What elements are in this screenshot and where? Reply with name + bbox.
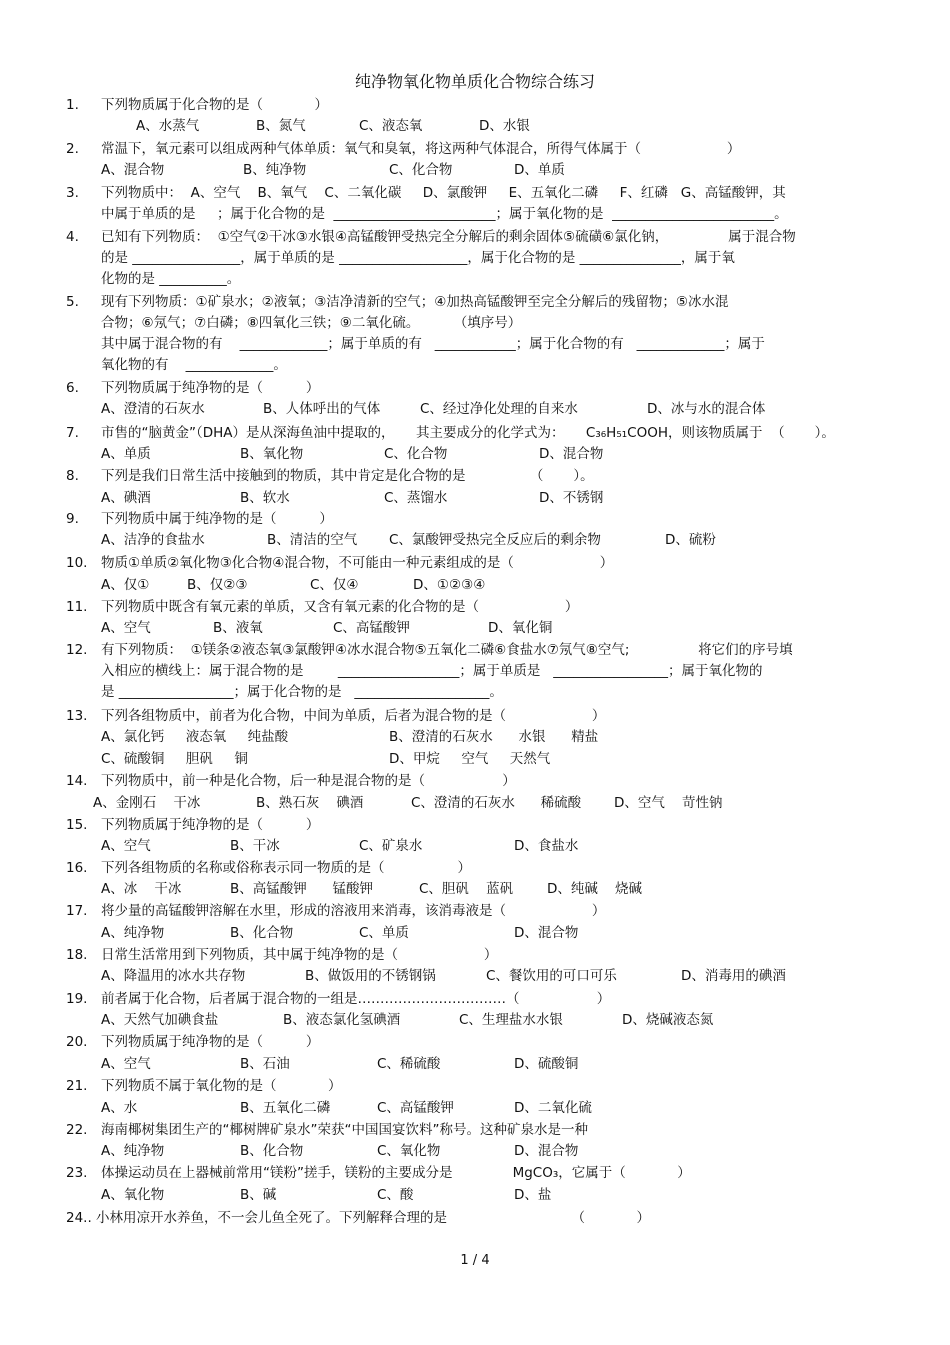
option-d: D、盐 xyxy=(514,1187,552,1203)
option-d: D、氧化铜 xyxy=(488,620,553,636)
question-11-options xyxy=(0,618,950,639)
question-stem: 海南椰树集团生产的“椰树牌矿泉水”荣获“中国国宴饮料”称号。这种矿泉水是一种 xyxy=(101,1122,588,1138)
question-number: 6. xyxy=(66,380,79,396)
option-b: B、碱 xyxy=(240,1187,277,1203)
option-a: A、碘酒 xyxy=(101,490,151,506)
question-stem-line: 入相应的横线上：属于混合物的是 __________________；属于单质是 _________________；属于氧化物的 xyxy=(101,663,763,679)
option-d: D、食盐水 xyxy=(514,838,579,854)
question-number: 10. xyxy=(66,555,88,571)
option-b: B、高锰酸钾 锰酸钾 xyxy=(230,881,374,897)
option-d: D、烧碱液态氮 xyxy=(622,1012,714,1028)
question-number: 20. xyxy=(66,1034,88,1050)
question-11 xyxy=(0,597,950,618)
question-number: 18. xyxy=(66,947,88,963)
question-number: 7. xyxy=(66,425,79,441)
option-d: D、混合物 xyxy=(514,1143,579,1159)
option-d: D、①②③④ xyxy=(413,577,486,593)
question-stem: 体操运动员在上器械前常用“镁粉”搓手，镁粉的主要成分是 MgCO₃，它属于（ ） xyxy=(101,1165,691,1181)
option-b: B、五氧化二磷 xyxy=(240,1100,331,1116)
question-7-options xyxy=(0,444,950,465)
question-9-options xyxy=(0,530,950,551)
option-a: A、澄清的石灰水 xyxy=(101,401,205,417)
question-13-options-2 xyxy=(0,749,950,770)
question-stem: 24.. 小林用凉开水养鱼，不一会儿鱼全死了。下列解释合理的是 （ ） xyxy=(66,1210,650,1226)
option-c: C、矿泉水 xyxy=(359,838,423,854)
option-d: D、水银 xyxy=(479,118,530,134)
question-16-options xyxy=(0,879,950,900)
question-1-options xyxy=(0,116,950,137)
question-10-options xyxy=(0,575,950,596)
question-13-options-1 xyxy=(0,727,950,748)
option-d: D、冰与水的混合体 xyxy=(647,401,766,417)
option-a: A、纯净物 xyxy=(101,925,165,941)
question-5-line-4 xyxy=(0,355,950,376)
question-stem-line: 化物的是 __________。 xyxy=(101,271,241,287)
question-14 xyxy=(0,771,950,792)
option-a: A、水 xyxy=(101,1100,138,1116)
option-c: C、氯酸钾受热完全反应后的剩余物 xyxy=(389,532,601,548)
option-c: C、高锰酸钾 xyxy=(377,1100,454,1116)
page-title: 纯净物氧化物单质化合物综合练习 xyxy=(354,72,595,91)
option-d: D、单质 xyxy=(514,162,565,178)
question-10 xyxy=(0,553,950,574)
option-a: A、混合物 xyxy=(101,162,165,178)
question-3-line-2 xyxy=(0,204,950,225)
option-d: D、不锈钢 xyxy=(539,490,604,506)
question-8 xyxy=(0,466,950,487)
option-d: D、空气 苛性钠 xyxy=(614,795,723,811)
option-b: B、仅②③ xyxy=(187,577,248,593)
question-number: 21. xyxy=(66,1078,88,1094)
option-c: C、化合物 xyxy=(384,446,448,462)
option-c: C、酸 xyxy=(377,1187,414,1203)
option-d: D、消毒用的碘酒 xyxy=(681,968,786,984)
page-number: 1 / 4 xyxy=(460,1253,490,1268)
option-c: C、蒸馏水 xyxy=(384,490,448,506)
question-stem-line: 有下列物质： ①镁条②液态氧③氯酸钾④冰水混合物⑤五氧化二磷⑥食盐水⑦氖气⑧空气; 将它们的序号填 xyxy=(101,642,793,658)
question-stem-line: 的是 ________________，属于单质的是 ___________________，属于化合物的是 _______________，属于氧 xyxy=(101,250,735,266)
question-number: 3. xyxy=(66,185,79,201)
option-b: B、化合物 xyxy=(230,925,294,941)
question-number: 12. xyxy=(66,642,88,658)
question-19 xyxy=(0,989,950,1010)
option-a: A、空气 xyxy=(101,1056,151,1072)
question-stem: 市售的“脑黄金”（DHA）是从深海鱼油中提取的， 其主要成分的化学式为： C₃₆H₅₁COOH，则该物质属于 （ ）。 xyxy=(101,425,835,441)
question-stem: 下列物质中属于纯净物的是（ ） xyxy=(101,511,333,527)
option-b: B、软水 xyxy=(240,490,290,506)
option-b: B、人体呼出的气体 xyxy=(263,401,381,417)
option-b: B、氧化物 xyxy=(240,446,304,462)
question-8-options xyxy=(0,488,950,509)
question-15 xyxy=(0,815,950,836)
option-c: C、氧化物 xyxy=(377,1143,441,1159)
question-12 xyxy=(0,640,950,661)
option-a: A、金刚石 干冰 xyxy=(93,795,201,811)
question-stem-line: 已知有下列物质： ①空气②干冰③水银④高锰酸钾受热完全分解后的剩余固体⑤硫磺⑥氯化钠， 属于混合物 xyxy=(101,229,796,245)
option-a: A、仅① xyxy=(101,577,150,593)
question-2 xyxy=(0,139,950,160)
question-22 xyxy=(0,1120,950,1141)
question-13 xyxy=(0,706,950,727)
question-4-line-2 xyxy=(0,248,950,269)
option-c: C、单质 xyxy=(359,925,409,941)
question-23 xyxy=(0,1163,950,1184)
question-9 xyxy=(0,509,950,530)
option-a: A、单质 xyxy=(101,446,151,462)
question-12-line-2 xyxy=(0,661,950,682)
question-14-options xyxy=(0,793,950,814)
option-c: C、仅④ xyxy=(310,577,359,593)
question-stem-line: 合物；⑥氖气；⑦白磷；⑧四氧化三铁；⑨二氧化硫。 （填序号） xyxy=(101,315,522,331)
question-1 xyxy=(0,95,950,116)
question-stem: 下列是我们日常生活中接触到的物质，其中肯定是化合物的是 （ ）。 xyxy=(101,468,594,484)
question-stem: 下列物质属于纯净物的是（ ） xyxy=(101,817,320,833)
question-stem: 前者属于化合物，后者属于混合物的一组是……………………………（ ） xyxy=(101,991,611,1007)
question-number: 1. xyxy=(66,97,79,113)
question-stem-line: 是 _________________；属于化合物的是 ____________________。 xyxy=(101,684,503,700)
question-stem: 下列物质属于纯净物的是（ ） xyxy=(101,380,320,396)
question-17-options xyxy=(0,923,950,944)
option-a: A、冰 干冰 xyxy=(101,881,182,897)
question-6-options xyxy=(0,399,950,420)
question-20 xyxy=(0,1032,950,1053)
option-b: B、液态氯化氢碘酒 xyxy=(283,1012,401,1028)
question-16 xyxy=(0,858,950,879)
option-b: B、石油 xyxy=(240,1056,290,1072)
question-stem-line: 其中属于混合物的有 _____________；属于单质的有 ____________；属于化合物的有 _____________；属于 xyxy=(101,336,765,352)
option-d: D、二氧化硫 xyxy=(514,1100,592,1116)
option-c: C、餐饮用的可口可乐 xyxy=(486,968,617,984)
option-a: A、天然气加碘食盐 xyxy=(101,1012,219,1028)
option-a: A、氯化钙 液态氧 纯盐酸 xyxy=(101,729,289,745)
question-number: 13. xyxy=(66,708,88,724)
question-17 xyxy=(0,901,950,922)
option-c: C、经过净化处理的自来水 xyxy=(420,401,578,417)
question-stem-line: 下列物质中： A、空气 B、氧气 C、二氧化碳 D、氯酸钾 E、五氧化二磷 F、红磷 G、高锰酸钾，其 xyxy=(101,185,786,201)
option-c: C、高锰酸钾 xyxy=(333,620,410,636)
question-number: 16. xyxy=(66,860,88,876)
question-stem: 将少量的高锰酸钾溶解在水里，形成的溶液用来消毒，该消毒液是（ ） xyxy=(101,903,606,919)
option-d: D、混合物 xyxy=(539,446,604,462)
option-a: A、水蒸气 xyxy=(136,118,200,134)
question-stem: 日常生活常用到下列物质，其中属于纯净物的是（ ） xyxy=(101,947,498,963)
option-b: B、氮气 xyxy=(256,118,306,134)
question-5 xyxy=(0,292,950,313)
option-b: B、化合物 xyxy=(240,1143,304,1159)
question-3 xyxy=(0,183,950,204)
question-number: 5. xyxy=(66,294,79,310)
option-d: D、纯碱 烧碱 xyxy=(547,881,643,897)
question-stem: 下列物质属于纯净物的是（ ） xyxy=(101,1034,320,1050)
question-number: 22. xyxy=(66,1122,88,1138)
question-number: 19. xyxy=(66,991,88,1007)
option-b: B、做饭用的不锈钢锅 xyxy=(305,968,436,984)
question-20-options xyxy=(0,1054,950,1075)
option-a: A、洁净的食盐水 xyxy=(101,532,205,548)
option-c: C、生理盐水水银 xyxy=(459,1012,563,1028)
question-number: 23. xyxy=(66,1165,88,1181)
question-4-line-3 xyxy=(0,269,950,290)
question-stem-line: 现有下列物质：①矿泉水；②液氧；③洁净清新的空气；④加热高锰酸钾至完全分解后的残留物；⑤冰水混 xyxy=(101,294,729,310)
question-number: 8. xyxy=(66,468,79,484)
option-c: C、硫酸铜 胆矾 铜 xyxy=(101,751,248,767)
option-c: C、稀硫酸 xyxy=(377,1056,441,1072)
option-c: C、胆矾 蓝矾 xyxy=(419,881,514,897)
option-a: A、氧化物 xyxy=(101,1187,165,1203)
option-b: B、熟石灰 碘酒 xyxy=(256,795,364,811)
question-18 xyxy=(0,945,950,966)
option-c: C、化合物 xyxy=(389,162,453,178)
question-5-line-3 xyxy=(0,334,950,355)
option-d: D、甲烷 空气 天然气 xyxy=(389,751,551,767)
option-d: D、硫酸铜 xyxy=(514,1056,579,1072)
question-stem: 下列各组物质的名称或俗称表示同一物质的是（ ） xyxy=(101,860,471,876)
question-number: 11. xyxy=(66,599,88,615)
question-5-line-2 xyxy=(0,313,950,334)
option-a: A、空气 xyxy=(101,620,151,636)
question-stem: 下列物质中，前一种是化合物，后一种是混合物的是（ ） xyxy=(101,773,516,789)
question-21-options xyxy=(0,1098,950,1119)
question-number: 17. xyxy=(66,903,88,919)
question-23-options xyxy=(0,1185,950,1206)
option-a: A、纯净物 xyxy=(101,1143,165,1159)
question-number: 2. xyxy=(66,141,79,157)
question-24 xyxy=(0,1208,950,1229)
question-7 xyxy=(0,423,950,444)
question-6 xyxy=(0,378,950,399)
option-d: D、混合物 xyxy=(514,925,579,941)
question-stem: 常温下，氧元素可以组成两种气体单质：氧气和臭氧，将这两种气体混合，所得气体属于（ ） xyxy=(101,141,741,157)
question-stem-line: 中属于单质的是 ；属于化合物的是 ________________________；属于氧化物的是 ________________________。 xyxy=(101,206,788,222)
option-b: B、纯净物 xyxy=(243,162,307,178)
option-b: B、干冰 xyxy=(230,838,280,854)
question-21 xyxy=(0,1076,950,1097)
question-number: 9. xyxy=(66,511,79,527)
option-b: B、清洁的空气 xyxy=(267,532,358,548)
question-number: 4. xyxy=(66,229,79,245)
option-a: A、降温用的冰水共存物 xyxy=(101,968,246,984)
question-18-options xyxy=(0,966,950,987)
question-stem: 下列物质不属于氧化物的是（ ） xyxy=(101,1078,342,1094)
question-2-options xyxy=(0,160,950,181)
option-a: A、空气 xyxy=(101,838,151,854)
option-d: D、硫粉 xyxy=(665,532,716,548)
question-22-options xyxy=(0,1141,950,1162)
option-c: C、澄清的石灰水 稀硫酸 xyxy=(411,795,582,811)
question-number: 15. xyxy=(66,817,88,833)
option-b: B、液氧 xyxy=(213,620,263,636)
question-stem-line: 氧化物的有 _____________。 xyxy=(101,357,287,373)
question-19-options xyxy=(0,1010,950,1031)
question-15-options xyxy=(0,836,950,857)
question-stem: 下列各组物质中，前者为化合物，中间为单质，后者为混合物的是（ ） xyxy=(101,708,606,724)
question-number: 14. xyxy=(66,773,88,789)
question-12-line-3 xyxy=(0,682,950,703)
question-stem: 下列物质属于化合物的是（ ） xyxy=(101,97,328,113)
question-4 xyxy=(0,227,950,248)
option-b: B、澄清的石灰水 水银 精盐 xyxy=(389,729,599,745)
question-stem: 物质①单质②氧化物③化合物④混合物，不可能由一种元素组成的是（ ） xyxy=(101,555,614,571)
option-c: C、液态氧 xyxy=(359,118,423,134)
question-stem: 下列物质中既含有氧元素的单质，又含有氧元素的化合物的是（ ） xyxy=(101,599,579,615)
